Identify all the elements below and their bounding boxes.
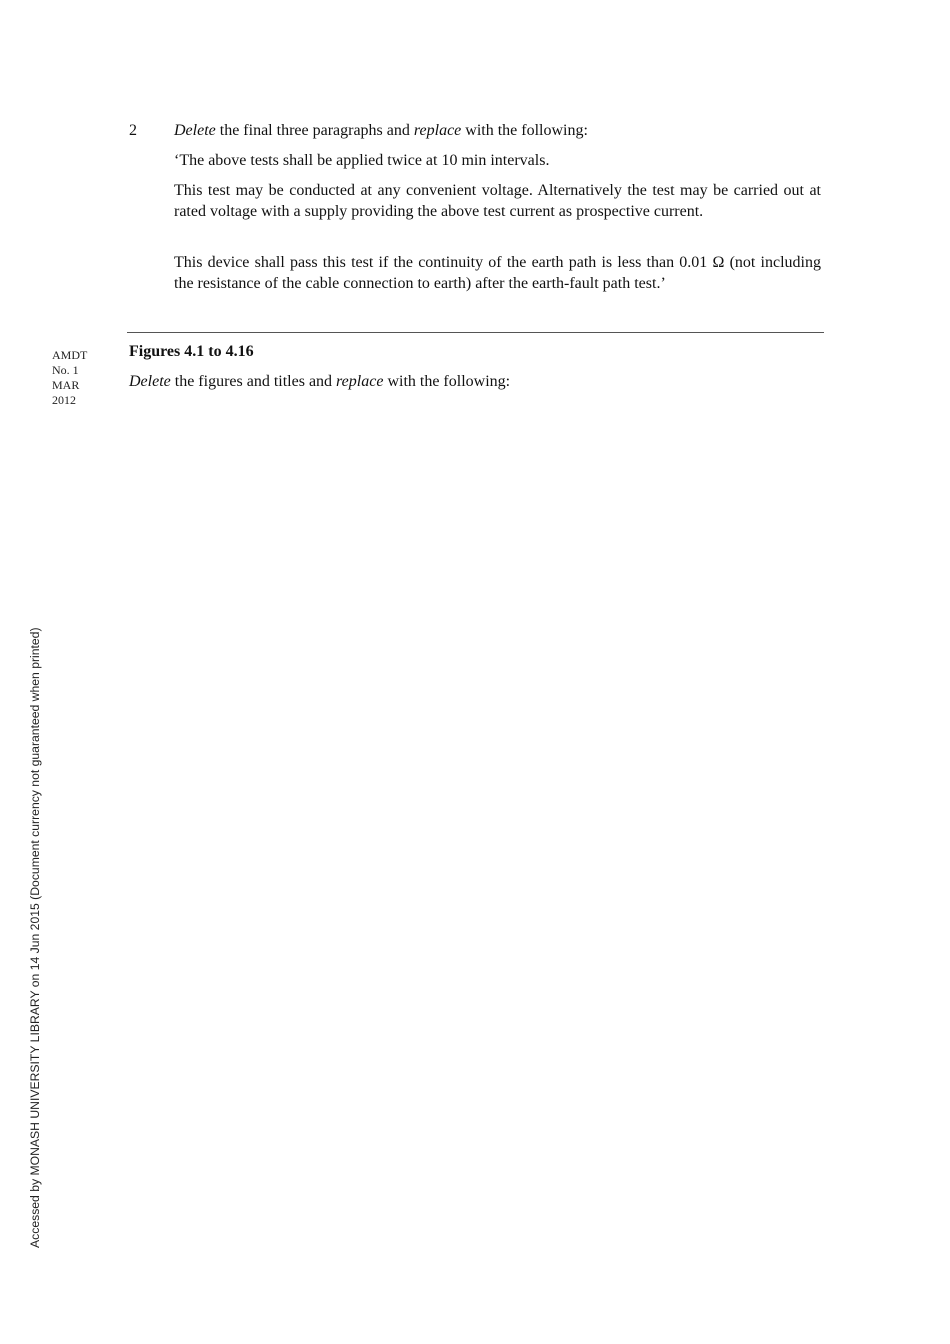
amendment-month: MAR (52, 378, 80, 392)
figures-middle-text: the figures and titles and (170, 373, 337, 390)
figures-verb-replace: replace (336, 373, 384, 390)
replacement-paragraph-2: This test may be conducted at any convenient voltage. Alternatively the test may be carried out at rated voltage with a supply providing the above test current as prospective current. (174, 182, 821, 220)
clause-instruction (174, 120, 821, 141)
replacement-paragraph-3: This device shall pass this test if the continuity of the earth path is less than 0.01 Ω (not including the resistance of the cable connection to earth) after the earth-fault path test.’ (174, 254, 821, 292)
access-watermark-note: Accessed by MONASH UNIVERSITY LIBRARY on 14 Jun 2015 (Document currency not guaranteed when printed) (28, 627, 42, 1248)
replacement-paragraph-1: ‘The above tests shall be applied twice at 10 min intervals. (174, 152, 550, 169)
instruction-verb-delete: Delete (174, 122, 216, 139)
figures-heading: Figures 4.1 to 4.16 (129, 343, 254, 360)
figures-instruction (129, 371, 510, 392)
amendment-number: No. 1 (52, 363, 79, 377)
figures-verb-delete: Delete (129, 373, 171, 390)
figures-end-text: with the following: (383, 373, 511, 390)
instruction-end-text: with the following: (461, 122, 588, 139)
clause-item-number: 2 (129, 122, 137, 139)
amendment-margin-note (52, 348, 87, 408)
amendment-year: 2012 (52, 393, 76, 407)
instruction-verb-replace: replace (413, 122, 462, 139)
section-divider (127, 332, 824, 333)
instruction-middle-text: the final three paragraphs and (215, 122, 414, 139)
amendment-label: AMDT (52, 348, 88, 362)
